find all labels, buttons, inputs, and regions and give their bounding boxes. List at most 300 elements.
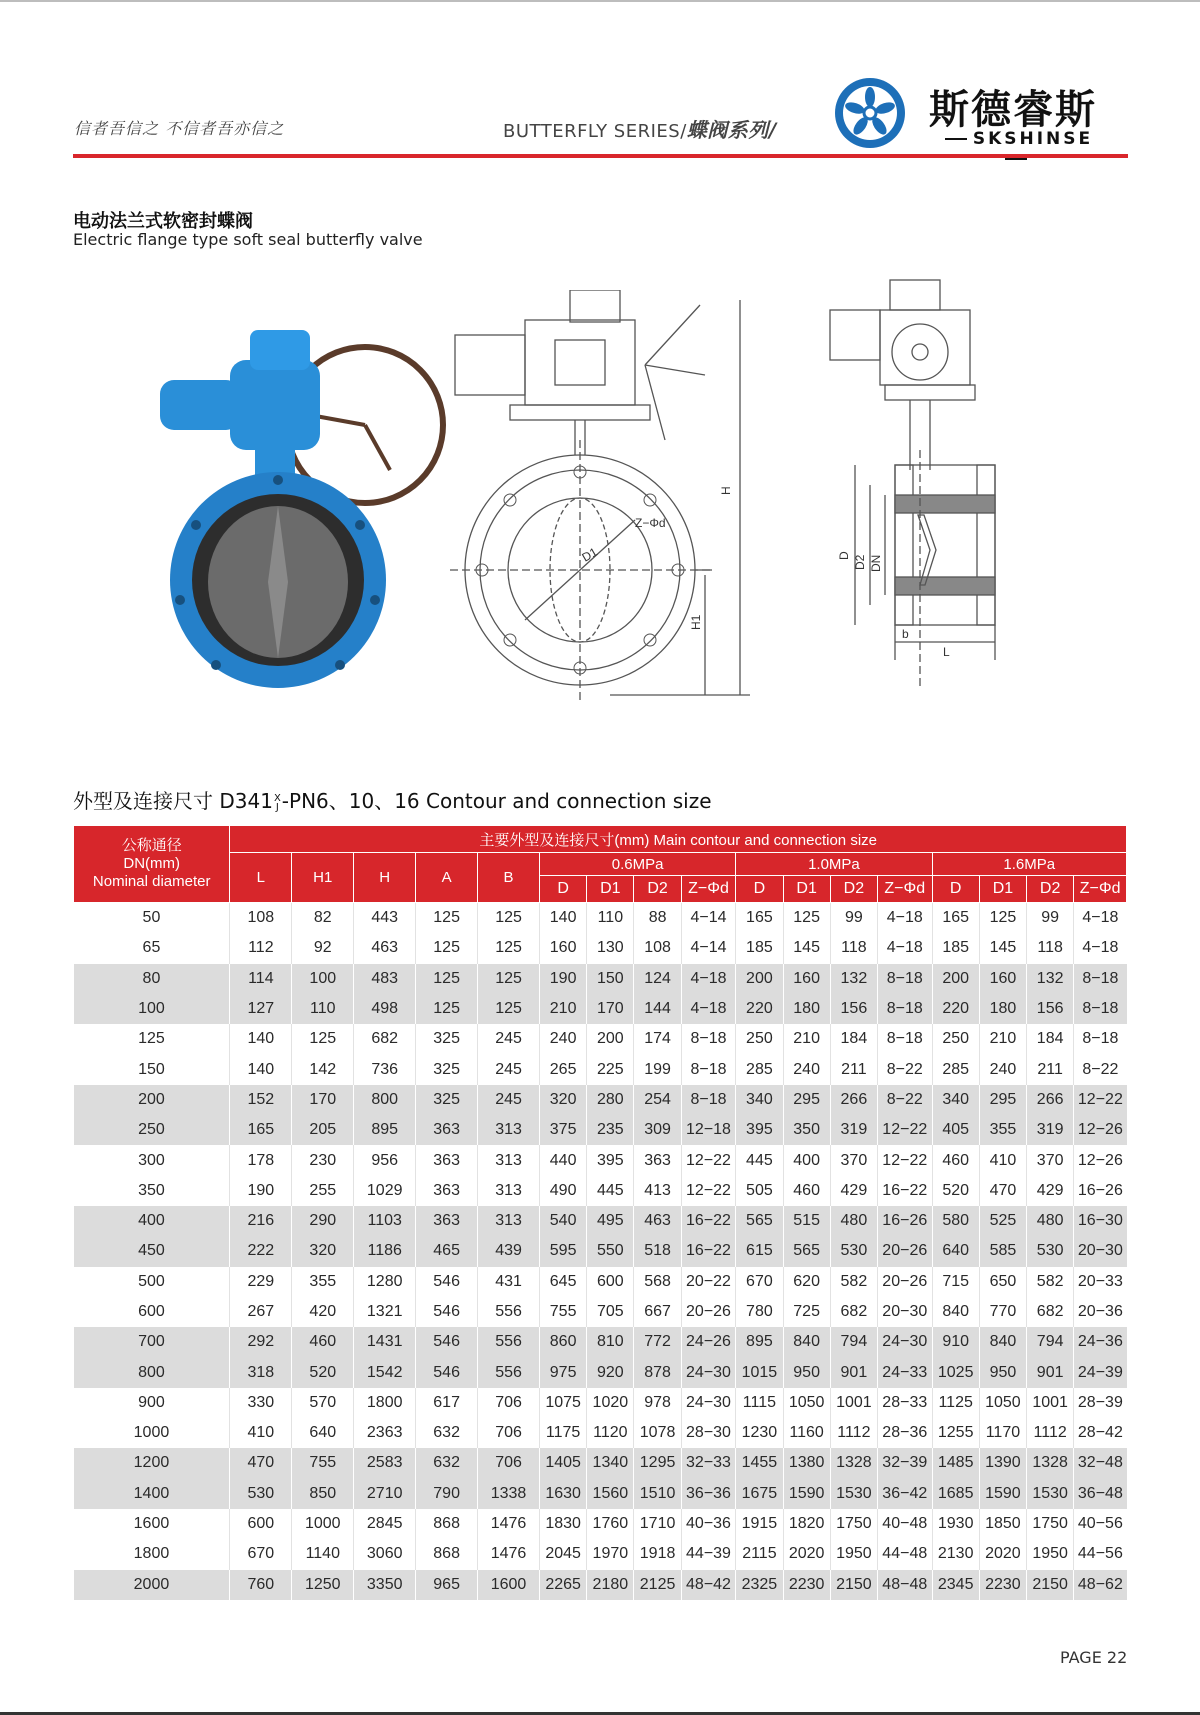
- table-cell: 170: [292, 1085, 354, 1115]
- table-cell: 24−26: [681, 1327, 736, 1357]
- table-cell: 92: [292, 933, 354, 963]
- table-cell: 125: [416, 903, 478, 934]
- table-cell: 617: [416, 1388, 478, 1418]
- table-cell: 375: [540, 1115, 587, 1145]
- table-cell: 1685: [932, 1479, 979, 1509]
- table-row: [74, 1267, 1127, 1297]
- table-cell: 100: [292, 964, 354, 994]
- section-title-sub: J: [275, 801, 279, 813]
- table-cell: 125: [478, 903, 540, 934]
- dn-cell: 900: [74, 1388, 230, 1418]
- table-cell: 780: [736, 1297, 783, 1327]
- table-cell: 2265: [540, 1570, 587, 1600]
- table-cell: 325: [416, 1054, 478, 1084]
- table-cell: 24−30: [877, 1327, 932, 1357]
- table-cell: 325: [416, 1085, 478, 1115]
- table-cell: 1338: [478, 1479, 540, 1509]
- col-H1: H1: [292, 853, 354, 903]
- table-cell: 16−22: [681, 1236, 736, 1266]
- table-cell: 8−18: [681, 1054, 736, 1084]
- table-cell: 88: [634, 903, 681, 934]
- table-cell: 483: [354, 964, 416, 994]
- table-cell: 490: [540, 1176, 587, 1206]
- table-row: [74, 1448, 1127, 1478]
- header-divider: [73, 154, 1128, 158]
- table-cell: 245: [478, 1054, 540, 1084]
- col-H: H: [354, 853, 416, 903]
- table-cell: 895: [354, 1115, 416, 1145]
- main-header: 主要外型及连接尺寸(mm) Main contour and connection size: [230, 826, 1127, 853]
- table-cell: 840: [979, 1327, 1026, 1357]
- table-cell: 410: [979, 1145, 1026, 1175]
- table-cell: 4−18: [681, 964, 736, 994]
- table-cell: 12−22: [681, 1176, 736, 1206]
- table-cell: 12−18: [681, 1115, 736, 1145]
- table-cell: 16−22: [877, 1176, 932, 1206]
- table-row: [74, 1479, 1127, 1509]
- table-cell: 178: [230, 1145, 292, 1175]
- table-cell: 32−48: [1074, 1448, 1127, 1478]
- table-row: [74, 1115, 1127, 1145]
- table-cell: 640: [932, 1236, 979, 1266]
- col-L: L: [230, 853, 292, 903]
- dim-D2-label: D2: [853, 554, 867, 570]
- table-cell: 16−22: [681, 1206, 736, 1236]
- table-cell: 200: [587, 1024, 634, 1054]
- table-cell: 2130: [932, 1539, 979, 1569]
- table-row: [74, 1509, 1127, 1539]
- table-cell: 108: [634, 933, 681, 963]
- table-cell: 24−30: [681, 1357, 736, 1387]
- table-cell: 190: [540, 964, 587, 994]
- table-cell: 975: [540, 1357, 587, 1387]
- col-D2: D2: [1027, 876, 1074, 903]
- table-cell: 2325: [736, 1570, 783, 1600]
- table-cell: 645: [540, 1267, 587, 1297]
- table-cell: 439: [478, 1236, 540, 1266]
- table-cell: 565: [783, 1236, 830, 1266]
- table-cell: 1050: [979, 1388, 1026, 1418]
- table-cell: 12−22: [681, 1145, 736, 1175]
- table-cell: 200: [736, 964, 783, 994]
- table-cell: 184: [830, 1024, 877, 1054]
- table-cell: 1590: [979, 1479, 1026, 1509]
- table-cell: 363: [634, 1145, 681, 1175]
- table-cell: 40−48: [877, 1509, 932, 1539]
- table-cell: 550: [587, 1236, 634, 1266]
- table-cell: 794: [1027, 1327, 1074, 1357]
- brand-name-cn: 斯德睿斯: [929, 87, 1097, 133]
- table-cell: 4−18: [681, 994, 736, 1024]
- table-cell: 20−30: [1074, 1236, 1127, 1266]
- table-cell: 118: [830, 933, 877, 963]
- table-cell: 140: [230, 1054, 292, 1084]
- table-cell: 309: [634, 1115, 681, 1145]
- table-cell: 216: [230, 1206, 292, 1236]
- table-cell: 340: [736, 1085, 783, 1115]
- table-row: [74, 1145, 1127, 1175]
- table-cell: 313: [478, 1206, 540, 1236]
- table-cell: 1590: [783, 1479, 830, 1509]
- table-cell: 170: [587, 994, 634, 1024]
- table-cell: 12−22: [1074, 1085, 1127, 1115]
- table-cell: 950: [783, 1357, 830, 1387]
- table-cell: 800: [354, 1085, 416, 1115]
- table-cell: 463: [634, 1206, 681, 1236]
- dn-header: 公称通径 DN(mm) Nominal diameter: [74, 826, 230, 903]
- section-title: [73, 785, 712, 814]
- table-cell: 48−42: [681, 1570, 736, 1600]
- table-cell: 760: [230, 1570, 292, 1600]
- table-row: [74, 1054, 1127, 1084]
- table-cell: 1160: [783, 1418, 830, 1448]
- table-cell: 480: [830, 1206, 877, 1236]
- table-cell: 525: [979, 1206, 1026, 1236]
- table-cell: 99: [830, 903, 877, 934]
- table-cell: 295: [979, 1085, 1026, 1115]
- table-cell: 410: [230, 1418, 292, 1448]
- dim-L-label: L: [943, 645, 950, 659]
- table-cell: 901: [1027, 1357, 1074, 1387]
- table-cell: 1750: [830, 1509, 877, 1539]
- table-cell: 1405: [540, 1448, 587, 1478]
- table-cell: 546: [416, 1327, 478, 1357]
- table-cell: 1600: [478, 1570, 540, 1600]
- table-cell: 28−42: [1074, 1418, 1127, 1448]
- table-cell: 125: [478, 964, 540, 994]
- table-cell: 400: [783, 1145, 830, 1175]
- table-cell: 794: [830, 1327, 877, 1357]
- table-cell: 210: [979, 1024, 1026, 1054]
- section-title-sup: X: [273, 792, 281, 804]
- table-cell: 480: [1027, 1206, 1074, 1236]
- side-view-drawing: [810, 270, 1040, 710]
- table-cell: 320: [292, 1236, 354, 1266]
- table-cell: 152: [230, 1085, 292, 1115]
- group-0.6mpa: 0.6MPa: [540, 853, 736, 876]
- table-cell: 363: [416, 1206, 478, 1236]
- table-cell: 1918: [634, 1539, 681, 1569]
- front-view-drawing: [450, 290, 780, 710]
- table-cell: 2345: [932, 1570, 979, 1600]
- table-cell: 12−22: [877, 1145, 932, 1175]
- series-cn: 蝶阀系列/: [686, 118, 777, 142]
- table-cell: 1950: [830, 1539, 877, 1569]
- table-cell: 370: [830, 1145, 877, 1175]
- table-cell: 950: [979, 1357, 1026, 1387]
- table-cell: 24−30: [681, 1388, 736, 1418]
- table-cell: 632: [416, 1418, 478, 1448]
- table-cell: 110: [292, 994, 354, 1024]
- table-cell: 515: [783, 1206, 830, 1236]
- series-en: BUTTERFLY SERIES/: [503, 121, 687, 142]
- table-cell: 184: [1027, 1024, 1074, 1054]
- table-cell: 180: [783, 994, 830, 1024]
- table-cell: 1800: [354, 1388, 416, 1418]
- table-cell: 1115: [736, 1388, 783, 1418]
- table-cell: 565: [736, 1206, 783, 1236]
- table-cell: 1328: [830, 1448, 877, 1478]
- dn-cell: 65: [74, 933, 230, 963]
- table-cell: 498: [354, 994, 416, 1024]
- dn-cell: 700: [74, 1327, 230, 1357]
- table-cell: 230: [292, 1145, 354, 1175]
- section-title-prefix: 外型及连接尺寸 D341: [73, 789, 273, 813]
- table-cell: 405: [932, 1115, 979, 1145]
- table-cell: 240: [783, 1054, 830, 1084]
- table-cell: 225: [587, 1054, 634, 1084]
- col-D1: D1: [587, 876, 634, 903]
- table-cell: 840: [932, 1297, 979, 1327]
- table-cell: 24−33: [877, 1357, 932, 1387]
- table-cell: 340: [932, 1085, 979, 1115]
- table-cell: 582: [830, 1267, 877, 1297]
- table-cell: 12−26: [1074, 1145, 1127, 1175]
- table-cell: 1029: [354, 1176, 416, 1206]
- table-cell: 1760: [587, 1509, 634, 1539]
- table-cell: 1542: [354, 1357, 416, 1387]
- dim-b-label: b: [902, 627, 909, 641]
- table-cell: 211: [830, 1054, 877, 1084]
- product-title-cn: 电动法兰式软密封蝶阀: [73, 211, 253, 232]
- brand-name-en: SKSHINSE: [926, 129, 1106, 169]
- table-cell: 180: [979, 994, 1026, 1024]
- table-cell: 1850: [979, 1509, 1026, 1539]
- table-cell: 1255: [932, 1418, 979, 1448]
- table-cell: 8−18: [877, 964, 932, 994]
- table-cell: 318: [230, 1357, 292, 1387]
- slogan: 信者吾信之 不信者吾亦信之: [74, 119, 285, 138]
- col-D: D: [736, 876, 783, 903]
- table-cell: 280: [587, 1085, 634, 1115]
- dn-cell: 1400: [74, 1479, 230, 1509]
- table-cell: 2115: [736, 1539, 783, 1569]
- table-cell: 431: [478, 1267, 540, 1297]
- table-cell: 240: [540, 1024, 587, 1054]
- table-cell: 1340: [587, 1448, 634, 1478]
- table-cell: 20−26: [877, 1236, 932, 1266]
- dn-cell: 2000: [74, 1570, 230, 1600]
- table-cell: 132: [830, 964, 877, 994]
- table-cell: 460: [783, 1176, 830, 1206]
- table-cell: 325: [416, 1024, 478, 1054]
- table-cell: 470: [979, 1176, 1026, 1206]
- table-cell: 1295: [634, 1448, 681, 1478]
- table-cell: 2710: [354, 1479, 416, 1509]
- table-cell: 124: [634, 964, 681, 994]
- table-row: [74, 1176, 1127, 1206]
- table-cell: 1112: [1027, 1418, 1074, 1448]
- dn-cell: 800: [74, 1357, 230, 1387]
- table-cell: 1075: [540, 1388, 587, 1418]
- table-cell: 895: [736, 1327, 783, 1357]
- table-cell: 220: [736, 994, 783, 1024]
- table-cell: 313: [478, 1176, 540, 1206]
- table-cell: 125: [478, 933, 540, 963]
- table-cell: 1025: [932, 1357, 979, 1387]
- table-cell: 582: [1027, 1267, 1074, 1297]
- table-cell: 736: [354, 1054, 416, 1084]
- table-cell: 2230: [783, 1570, 830, 1600]
- table-cell: 600: [587, 1267, 634, 1297]
- table-cell: 1280: [354, 1267, 416, 1297]
- table-cell: 8−18: [1074, 964, 1127, 994]
- table-cell: 140: [540, 903, 587, 934]
- table-cell: 255: [292, 1176, 354, 1206]
- table-cell: 1820: [783, 1509, 830, 1539]
- table-cell: 285: [932, 1054, 979, 1084]
- page-number: PAGE 22: [1060, 1648, 1128, 1667]
- table-cell: 320: [540, 1085, 587, 1115]
- table-cell: 570: [292, 1388, 354, 1418]
- dn-cell: 250: [74, 1115, 230, 1145]
- dn-cell: 350: [74, 1176, 230, 1206]
- table-cell: 185: [736, 933, 783, 963]
- table-cell: 156: [1027, 994, 1074, 1024]
- table-cell: 254: [634, 1085, 681, 1115]
- table-cell: 319: [1027, 1115, 1074, 1145]
- table-cell: 20−22: [681, 1267, 736, 1297]
- table-cell: 670: [230, 1539, 292, 1569]
- table-cell: 580: [932, 1206, 979, 1236]
- table-cell: 1140: [292, 1539, 354, 1569]
- table-cell: 725: [783, 1297, 830, 1327]
- table-cell: 978: [634, 1388, 681, 1418]
- table-cell: 3060: [354, 1539, 416, 1569]
- table-cell: 125: [783, 903, 830, 934]
- table-cell: 395: [587, 1145, 634, 1175]
- table-cell: 44−56: [1074, 1539, 1127, 1569]
- table-cell: 8−22: [877, 1085, 932, 1115]
- table-cell: 568: [634, 1267, 681, 1297]
- table-cell: 4−18: [877, 933, 932, 963]
- table-cell: 772: [634, 1327, 681, 1357]
- table-cell: 40−36: [681, 1509, 736, 1539]
- table-cell: 920: [587, 1357, 634, 1387]
- table-cell: 546: [416, 1267, 478, 1297]
- table-cell: 600: [230, 1509, 292, 1539]
- table-cell: 82: [292, 903, 354, 934]
- table-cell: 395: [736, 1115, 783, 1145]
- table-cell: 205: [292, 1115, 354, 1145]
- table-cell: 8−18: [877, 1024, 932, 1054]
- table-cell: 20−36: [1074, 1297, 1127, 1327]
- table-cell: 8−18: [877, 994, 932, 1024]
- col-A: A: [416, 853, 478, 903]
- col-D2: D2: [830, 876, 877, 903]
- table-cell: 132: [1027, 964, 1074, 994]
- dn-cell: 450: [74, 1236, 230, 1266]
- group-1.6mpa: 1.6MPa: [932, 853, 1126, 876]
- table-cell: 1750: [1027, 1509, 1074, 1539]
- table-row: [74, 1357, 1127, 1387]
- table-cell: 1250: [292, 1570, 354, 1600]
- table-cell: 429: [830, 1176, 877, 1206]
- col-B: B: [478, 853, 540, 903]
- dim-H1-label: H1: [689, 614, 703, 630]
- table-cell: 110: [587, 903, 634, 934]
- table-cell: 850: [292, 1479, 354, 1509]
- table-cell: 1455: [736, 1448, 783, 1478]
- table-cell: 350: [783, 1115, 830, 1145]
- table-cell: 667: [634, 1297, 681, 1327]
- dn-cell: 1800: [74, 1539, 230, 1569]
- table-cell: 1120: [587, 1418, 634, 1448]
- table-cell: 1125: [932, 1388, 979, 1418]
- table-cell: 1915: [736, 1509, 783, 1539]
- dn-cell: 200: [74, 1085, 230, 1115]
- table-cell: 1186: [354, 1236, 416, 1266]
- dim-DN-label: DN: [869, 554, 883, 572]
- table-cell: 1175: [540, 1418, 587, 1448]
- table-cell: 413: [634, 1176, 681, 1206]
- table-row: [74, 1236, 1127, 1266]
- table-cell: 145: [979, 933, 1026, 963]
- table-cell: 160: [783, 964, 830, 994]
- brand-logo-icon: [834, 77, 906, 149]
- table-cell: 546: [416, 1357, 478, 1387]
- table-row: [74, 1388, 1127, 1418]
- table-cell: 156: [830, 994, 877, 1024]
- table-cell: 556: [478, 1327, 540, 1357]
- product-title-en: Electric flange type soft seal butterfly valve: [73, 230, 423, 249]
- table-cell: 235: [587, 1115, 634, 1145]
- table-cell: 127: [230, 994, 292, 1024]
- table-cell: 108: [230, 903, 292, 934]
- table-cell: 706: [478, 1448, 540, 1478]
- table-cell: 185: [932, 933, 979, 963]
- table-cell: 190: [230, 1176, 292, 1206]
- table-cell: 8−18: [681, 1024, 736, 1054]
- table-cell: 4−14: [681, 903, 736, 934]
- table-cell: 755: [292, 1448, 354, 1478]
- table-cell: 4−14: [681, 933, 736, 963]
- series-label: [503, 114, 777, 143]
- table-cell: 1103: [354, 1206, 416, 1236]
- dn-cell: 300: [74, 1145, 230, 1175]
- table-cell: 460: [292, 1327, 354, 1357]
- table-cell: 8−18: [681, 1085, 736, 1115]
- table-cell: 32−39: [877, 1448, 932, 1478]
- table-cell: 2845: [354, 1509, 416, 1539]
- table-cell: 868: [416, 1509, 478, 1539]
- table-cell: 24−36: [1074, 1327, 1127, 1357]
- table-cell: 868: [416, 1539, 478, 1569]
- table-cell: 48−48: [877, 1570, 932, 1600]
- table-cell: 495: [587, 1206, 634, 1236]
- table-row: [74, 1570, 1127, 1600]
- table-cell: 770: [979, 1297, 1026, 1327]
- table-cell: 20−26: [877, 1267, 932, 1297]
- table-cell: 285: [736, 1054, 783, 1084]
- table-cell: 530: [830, 1236, 877, 1266]
- table-cell: 1830: [540, 1509, 587, 1539]
- table-cell: 956: [354, 1145, 416, 1175]
- table-cell: 267: [230, 1297, 292, 1327]
- table-cell: 3350: [354, 1570, 416, 1600]
- table-cell: 965: [416, 1570, 478, 1600]
- table-row: [74, 1418, 1127, 1448]
- table-cell: 125: [292, 1024, 354, 1054]
- table-row: [74, 964, 1127, 994]
- table-cell: 518: [634, 1236, 681, 1266]
- dn-cell: 100: [74, 994, 230, 1024]
- col-Zd: Z−Φd: [681, 876, 736, 903]
- table-cell: 160: [979, 964, 1026, 994]
- dn-cell: 1000: [74, 1418, 230, 1448]
- table-cell: 546: [416, 1297, 478, 1327]
- table-cell: 144: [634, 994, 681, 1024]
